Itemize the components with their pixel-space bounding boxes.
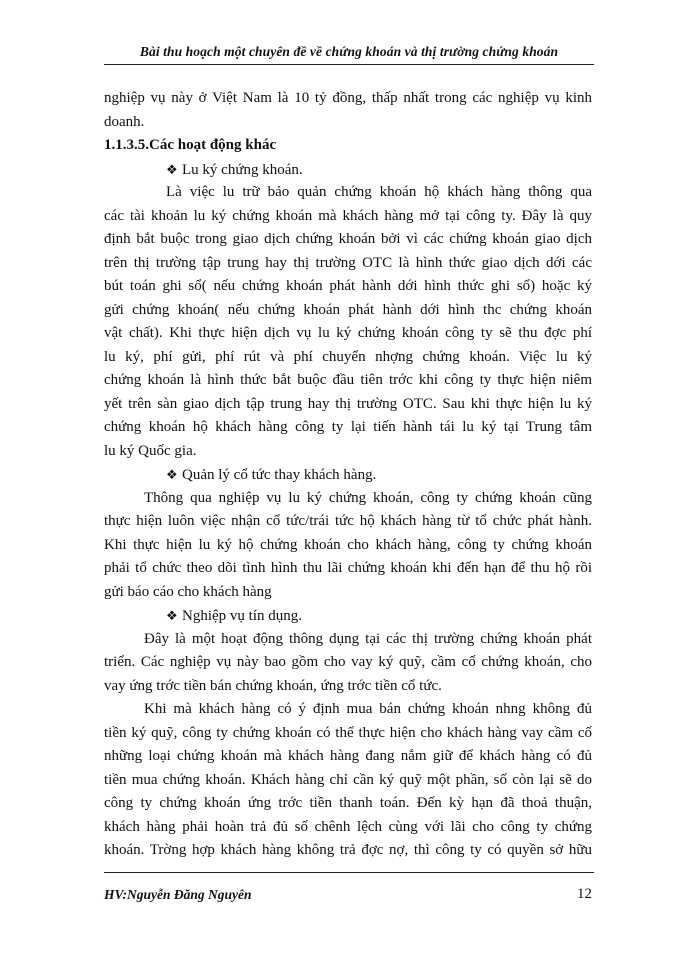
text-line xyxy=(104,87,592,111)
bullet-item xyxy=(104,604,592,628)
line-text: triển. Các nghiệp vụ này bao gồm cho vay ký quỹ, cầm cố chứng khoán, cho xyxy=(104,654,592,670)
page-number: 12 xyxy=(577,886,592,902)
line-text: nghiệp vụ này ở Việt Nam là 10 tỷ đồng, thấp nhất trong các nghiệp vụ kinh xyxy=(104,90,592,106)
line-text: tiền mua chứng khoán. Khách hàng chỉ cần ký quỹ một phần, số còn lại sẽ do xyxy=(104,771,592,788)
line-text: Khi mà khách hàng có ý định mua bán chứng khoán nhng không đủ xyxy=(144,701,592,717)
line-text: doanh. xyxy=(104,113,145,130)
line-text: Lu ký chứng khoán. xyxy=(182,161,303,178)
line-text: vật chất). Khi thực hiện dịch vụ lu ký chứng khoán công ty sẽ thu đợc phí xyxy=(104,325,592,341)
bullet-item xyxy=(104,463,592,487)
text-line xyxy=(104,628,592,652)
line-text: Là việc lu trữ bảo quản chứng khoán hộ khách hàng thông qua xyxy=(166,184,592,200)
line-text: Khi thực hiện lu ký hộ chứng khoán cho khách hàng, công ty chứng khoán xyxy=(104,536,592,553)
bullet-diamond-icon: ❖ xyxy=(166,608,178,623)
text-line xyxy=(104,346,592,370)
line-text: Đây là một hoạt động thông dụng tại các thị trường chứng khoán phát xyxy=(144,630,592,647)
text-line xyxy=(104,839,592,863)
text-line xyxy=(104,816,592,840)
line-text: chứng khoán hộ khách hàng công ty lại tiến hành tái lu ký tại Trung tâm xyxy=(104,419,592,435)
bullet-diamond-icon: ❖ xyxy=(166,161,178,177)
text-line xyxy=(104,275,592,299)
line-text: thực hiện luôn việc nhận cổ tức/trái tức hộ khách hàng từ tổ chức phát hành. xyxy=(104,513,592,529)
bullet-diamond-icon: ❖ xyxy=(166,467,178,482)
line-text: khách hàng phải hoàn trả đủ số chênh lệch cùng với lãi cho công ty chứng xyxy=(104,818,592,835)
text-line xyxy=(104,534,592,558)
text-line xyxy=(104,722,592,746)
text-line xyxy=(104,111,592,135)
line-text: vay ứng trớc tiền bán chứng khoán, ứng trớc tiền cổ tức. xyxy=(104,677,442,694)
text-line xyxy=(104,205,592,229)
line-text: tiền ký quỹ, công ty chứng khoán có thể thực hiện cho khách hàng vay cầm cố xyxy=(104,724,592,741)
line-text: 1.1.3.5.Các hoạt động khác xyxy=(104,137,277,153)
text-line xyxy=(104,393,592,417)
text-line xyxy=(104,581,592,605)
footer-rule xyxy=(104,872,594,873)
text-line xyxy=(104,745,592,769)
text-line xyxy=(104,252,592,276)
section-heading xyxy=(104,134,592,158)
line-text: Nghiệp vụ tín dụng. xyxy=(182,608,302,624)
text-line xyxy=(104,487,592,511)
text-line xyxy=(104,557,592,581)
text-line xyxy=(104,510,592,534)
line-text: gửi báo cáo cho khách hàng xyxy=(104,583,272,600)
line-text: yết trên sàn giao dịch tập trung hay thị trường OTC. Sau khi thực hiện lu ký xyxy=(104,395,592,412)
body-text xyxy=(104,87,592,863)
line-text: bút toán ghi sổ( nếu chứng khoán phát hành dới hình thức ghi sổ) hoặc ký xyxy=(104,278,592,294)
line-text: trên thị trường tập trung hay thị trường OTC là hình thức giao dịch dới các xyxy=(104,254,592,271)
text-line xyxy=(104,675,592,699)
bullet-item xyxy=(104,158,592,182)
text-line xyxy=(104,651,592,675)
text-line xyxy=(104,369,592,393)
line-text: chứng khoán là hình thức bắt buộc đầu tiên trớc khi công ty thực hiện niêm xyxy=(104,372,592,388)
line-text: lu ký Quốc gia. xyxy=(104,442,197,459)
line-text: định bắt buộc trong giao dịch chứng khoán bởi vì các chứng khoán giao dịch xyxy=(104,231,592,247)
running-header: Bài thu hoạch một chuyên đề về chứng khoán và thị trường chứng khoán xyxy=(139,44,559,59)
text-line xyxy=(104,792,592,816)
line-text: gửi chứng khoán( nếu chứng khoán phát hành dới hình thc chứng khoán xyxy=(104,301,592,318)
line-text: các tài khoản lu ký chứng khoán mà khách hàng mở tại công ty. Đây là quy xyxy=(104,207,592,224)
text-line xyxy=(104,322,592,346)
text-line xyxy=(104,769,592,793)
text-line xyxy=(104,299,592,323)
line-text: Quản lý cổ tức thay khách hàng. xyxy=(182,467,377,483)
line-text: phải tổ chức theo dõi tình hình thu lãi chứng khoán khi đến hạn để thu hộ rồi xyxy=(104,560,592,576)
footer-author: HV:Nguyễn Đăng Nguyên xyxy=(104,887,252,902)
text-line xyxy=(104,228,592,252)
line-text: công ty chứng khoán ứng trớc tiền thanh toán. Đến kỳ hạn đã thoả thuận, xyxy=(104,795,592,811)
line-text: Thông qua nghiệp vụ lu ký chứng khoán, công ty chứng khoán cũng xyxy=(144,489,592,506)
header-rule xyxy=(104,64,594,65)
text-line xyxy=(104,181,592,205)
line-text: khoán. Trờng hợp khách hàng không trả đợc nợ, thì công ty có quyền sở hữu xyxy=(104,842,592,858)
text-line xyxy=(104,698,592,722)
text-line xyxy=(104,440,592,464)
text-line xyxy=(104,416,592,440)
line-text: những loại chứng khoán mà khách hàng đang nắm giữ để khách hàng có đủ xyxy=(104,748,592,764)
line-text: lu ký, phí gửi, phí rút và phí chuyển nhợng chứng khoán. Việc lu ký xyxy=(104,348,592,365)
